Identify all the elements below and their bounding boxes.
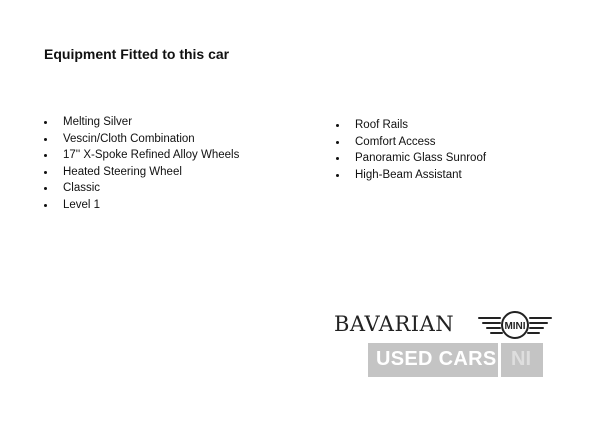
equipment-item-label: Melting Silver	[63, 116, 133, 128]
mini-wings-icon	[477, 310, 553, 340]
region-label: NI	[511, 348, 531, 370]
used-cars-banner	[368, 343, 543, 377]
equipment-item-label: Panoramic Glass Sunroof	[355, 152, 487, 165]
equipment-item	[44, 114, 239, 131]
bullet-icon	[44, 138, 47, 141]
bullet-icon	[44, 187, 47, 190]
equipment-item	[336, 117, 486, 134]
equipment-list-right	[336, 117, 486, 183]
bullet-icon	[336, 174, 339, 177]
page-heading: Equipment Fitted to this car	[44, 46, 230, 62]
equipment-item	[44, 197, 239, 214]
bullet-icon	[44, 121, 47, 124]
dealer-logo	[334, 310, 554, 380]
equipment-item	[44, 131, 239, 148]
brand-name: BAVARIAN	[334, 312, 455, 336]
equipment-item-label: High-Beam Assistant	[355, 168, 462, 181]
equipment-item-label: Level 1	[63, 198, 101, 211]
bullet-icon	[336, 124, 339, 127]
equipment-item	[44, 180, 239, 197]
banner-divider	[498, 343, 501, 377]
equipment-item-label: 17'' X-Spoke Refined Alloy Wheels	[63, 149, 240, 162]
equipment-item	[336, 134, 486, 151]
equipment-item	[336, 167, 486, 184]
equipment-item-label: Vescin/Cloth Combination	[63, 132, 195, 145]
equipment-item-label: Heated Steering Wheel	[63, 165, 182, 178]
equipment-item	[336, 150, 486, 167]
equipment-list-left	[44, 114, 239, 214]
equipment-item	[44, 147, 239, 164]
equipment-item-label: Roof Rails	[355, 119, 409, 131]
equipment-item	[44, 164, 239, 181]
bullet-icon	[44, 204, 47, 207]
bullet-icon	[44, 171, 47, 174]
bullet-icon	[336, 157, 339, 160]
equipment-item-label: Comfort Access	[355, 135, 436, 148]
bullet-icon	[44, 154, 47, 157]
used-cars-label: USED CARS	[376, 348, 497, 370]
mini-badge-text: MINI	[504, 321, 526, 332]
bullet-icon	[336, 141, 339, 144]
equipment-item-label: Classic	[63, 182, 101, 195]
